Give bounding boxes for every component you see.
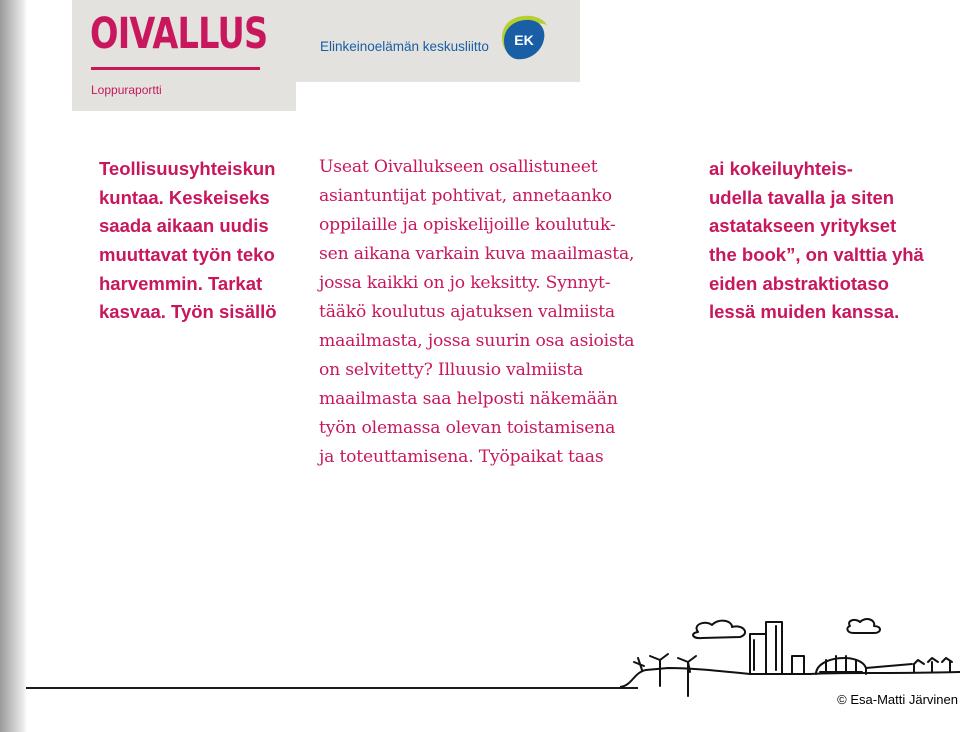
quote-line: ja toteuttamisena. Työpaikat taas [319,447,604,467]
oivallus-logo: OIVALLUS [90,9,268,59]
logo-underline [91,67,260,70]
bg-left-line: saada aikaan uudis [99,215,269,237]
quote-text [319,153,704,472]
skyline-drawing-icon [620,612,960,704]
left-page-shadow [0,0,27,732]
bg-left-line: kuntaa. Keskeiseks [99,186,270,208]
copyright-notice: © Esa-Matti Järvinen [837,692,958,707]
bg-right-line: udella tavalla ja siten [709,186,895,208]
quote-line: jossa kaikki on jo keksitty. Synnyt- [319,273,611,293]
bg-left-line: Teollisuusyhteiskun [99,158,276,179]
ek-logo-text: EK [514,32,534,48]
bg-right-line: the book”, on valttia yhä [709,244,924,266]
quote-line: työn olemassa olevan toistamisena [319,418,616,438]
quote-line: maailmasta saa helposti näkemään [319,389,618,409]
bg-right-line: astatakseen yritykset [709,215,897,237]
quote-line: asiantuntijat pohtivat, annetaanko [319,186,612,206]
bg-left-line: kasvaa. Työn sisällö [99,301,277,323]
ground-line [26,687,638,689]
bg-left-line: muuttavat työn teko [99,244,275,266]
quote-line: on selvitetty? Illuusio valmiista [319,360,584,380]
quote-line: oppilaille ja opiskelijoille koulutuk- [319,215,616,235]
quote-line: Useat Oivallukseen osallistuneet [319,157,598,177]
background-text-left [99,155,287,327]
quote-line: maailmasta, jossa suurin osa asioista [319,331,635,351]
org-name: Elinkeinoelämän keskusliitto [320,39,489,54]
quote-line: tääkö koulutus ajatuksen valmiista [319,302,615,322]
background-text-right [709,155,954,327]
quote-line: sen aikana varkain kuva maailmasta, [319,244,635,264]
bg-right-line: ai kokeiluyhteis- [709,158,853,179]
ek-logo-icon [496,11,548,63]
report-label: Loppuraportti [91,83,162,97]
bg-left-line: harvemmin. Tarkat [99,272,263,294]
bg-right-line: eiden abstraktiotaso [709,272,889,294]
bg-right-line: lessä muiden kanssa. [709,301,900,323]
